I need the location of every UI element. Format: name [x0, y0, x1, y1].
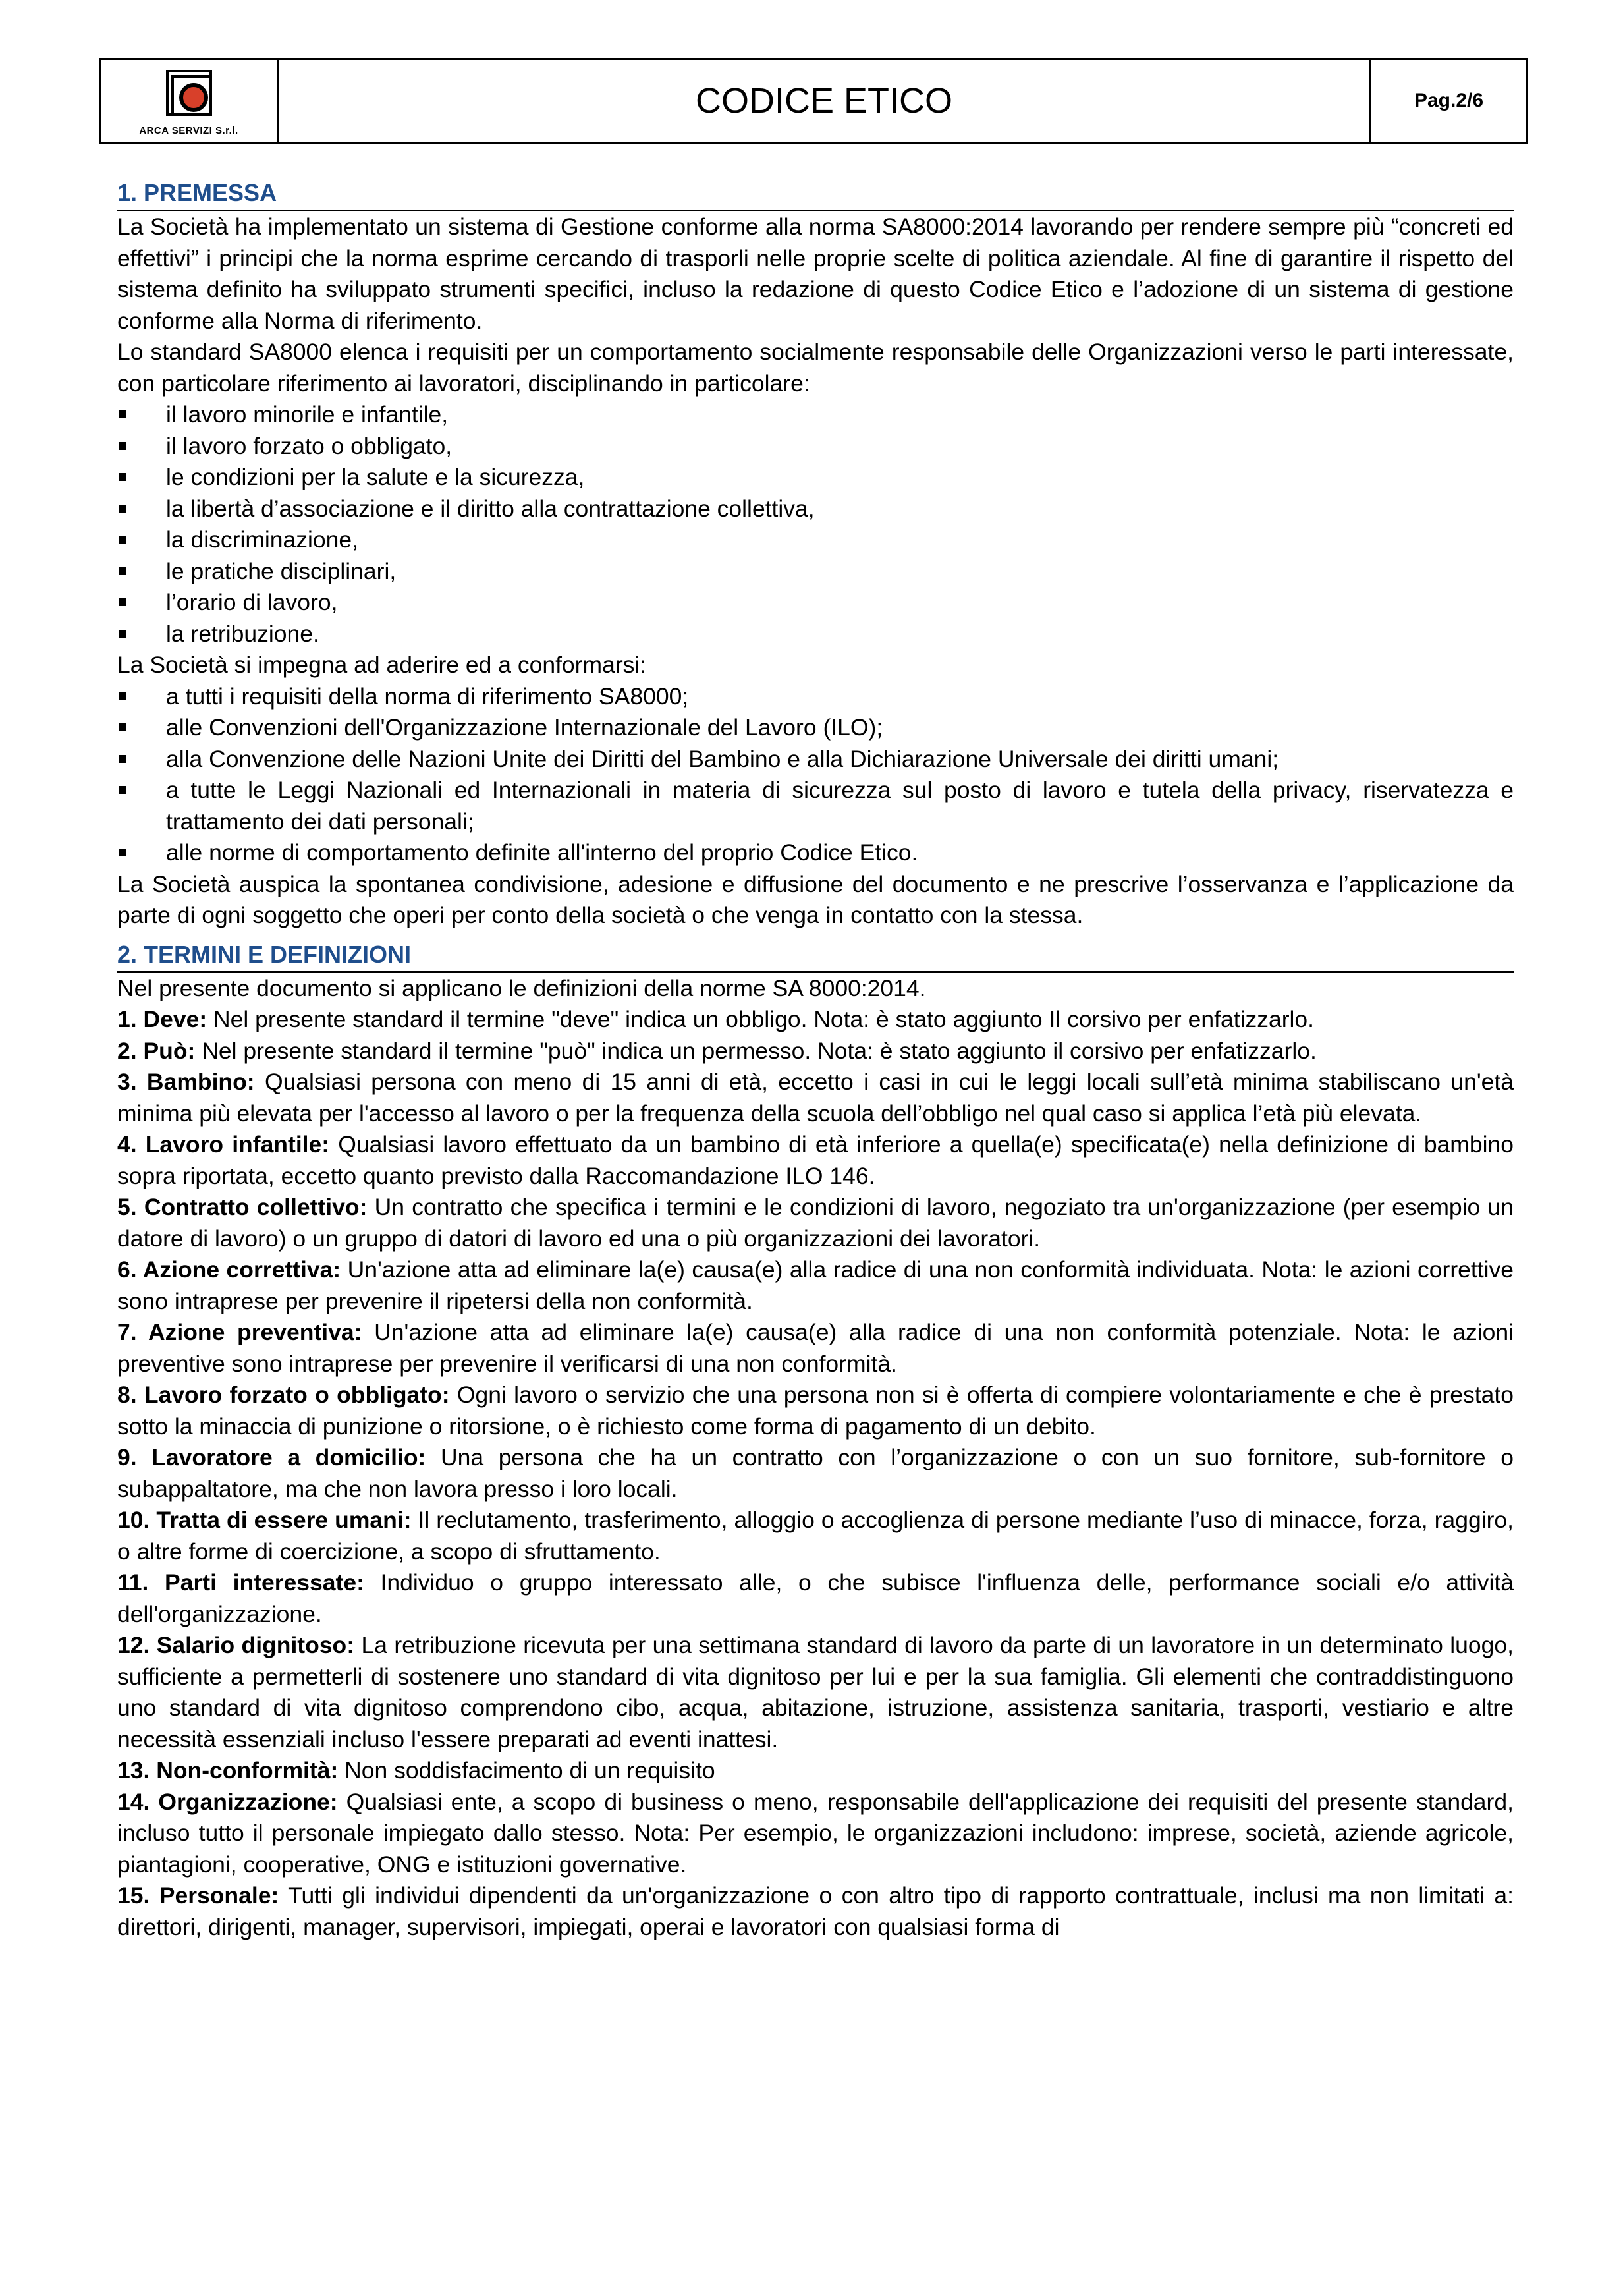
definition	[117, 1567, 1514, 1630]
company-logo-cell	[101, 60, 279, 142]
definition	[117, 1254, 1514, 1317]
section-heading: 2. TERMINI E DEFINIZIONI	[117, 938, 1514, 973]
definition	[117, 1067, 1514, 1129]
bullet-list	[117, 399, 1514, 650]
document-title: CODICE ETICO	[279, 60, 1371, 142]
definition-text: Un'azione atta ad eliminare la(e) causa(e) alla radice di una non conformità individuata. Nota: le azioni correttive sono intraprese per prevenire il ripetersi della non conformità.	[117, 1256, 1514, 1314]
definition-text: La retribuzione ricevuta per una settimana standard di lavoro da parte di un lavoratore in un determinato luogo, sufficiente a permetterli di sostenere uno standard di vita dignitoso per lui e per la sua famiglia. Gli elementi che contraddistinguono uno standard di vita dignitoso comprendono cibo, acqua, abitazione, istruzione, assistenza sanitaria, trasporti, vestiario e altre necessità essenziali incluso l'essere preparati ad eventi inattesi.	[117, 1632, 1514, 1752]
definition-term: 14. Organizzazione:	[117, 1788, 338, 1815]
definition	[117, 1036, 1514, 1067]
document-body	[117, 177, 1514, 1943]
list-item: a tutte le Leggi Nazionali ed Internazionali in materia di sicurezza sul posto di lavoro e tutela della privacy, riservatezza e trattamento dei dati personali;	[117, 775, 1514, 837]
definition-term: 1. Deve:	[117, 1006, 207, 1032]
definition-term: 6. Azione correttiva:	[117, 1256, 341, 1283]
definition-text: Un contratto che specifica i termini e le condizioni di lavoro, negoziato tra un'organizzazione (per esempio un datore di lavoro) o un gruppo di datori di lavoro ed una o più organizzazioni dei lavoratori.	[117, 1194, 1514, 1252]
definition-text: Una persona che ha un contratto con l’organizzazione o con un suo fornitore, sub-fornitore o subappaltatore, ma che non lavora presso i loro locali.	[117, 1444, 1514, 1502]
list-item: le condizioni per la salute e la sicurezza,	[117, 462, 1514, 493]
company-logo-icon	[166, 70, 212, 121]
definition-term: 8. Lavoro forzato o obbligato:	[117, 1382, 450, 1408]
definition	[117, 1880, 1514, 1943]
definition-text: Un'azione atta ad eliminare la(e) causa(e) alla radice di una non conformità potenziale. Nota: le azioni preventive sono intraprese per prevenire il verificarsi di una non conformità.	[117, 1319, 1514, 1377]
paragraph: La Società auspica la spontanea condivisione, adesione e diffusione del documento e ne prescrive l’osservanza e l’applicazione da parte di ogni soggetto che operi per conto della società o che venga in contatto con la stessa.	[117, 870, 1514, 928]
definition-text: Individuo o gruppo interessato alle, o che subisce l'influenza delle, performance sociali e/o attività dell'organizzazione.	[117, 1569, 1514, 1627]
definition	[117, 1004, 1514, 1036]
definition	[117, 1442, 1514, 1505]
definition-text: Non soddisfacimento di un requisito	[338, 1757, 715, 1783]
list-item: il lavoro forzato o obbligato,	[117, 431, 1514, 462]
definition-term: 2. Può:	[117, 1037, 196, 1064]
list-item: l’orario di lavoro,	[117, 587, 1514, 619]
paragraph: Lo standard SA8000 elenca i requisiti per un comportamento socialmente responsabile delle Organizzazioni verso le parti interessate, con particolare riferimento ai lavoratori, disciplinando in particolare:	[117, 339, 1514, 397]
list-item: la libertà d’associazione e il diritto alla contrattazione collettiva,	[117, 493, 1514, 525]
list-item: la discriminazione,	[117, 524, 1514, 556]
paragraph: Nel presente documento si applicano le definizioni della norme SA 8000:2014.	[117, 974, 926, 1001]
definition	[117, 1630, 1514, 1755]
definition-text: Ogni lavoro o servizio che una persona non si è offerta di compiere volontariamente e che è prestato sotto la minaccia di punizione o ritorsione, o è richiesto come forma di pagamento di un debito.	[117, 1382, 1514, 1440]
definition-term: 7. Azione preventiva:	[117, 1319, 362, 1345]
definition-term: 5. Contratto collettivo:	[117, 1194, 368, 1220]
definition-term: 12. Salario dignitoso:	[117, 1632, 355, 1658]
definition	[117, 1755, 1514, 1787]
list-item: il lavoro minorile e infantile,	[117, 399, 1514, 431]
definition-text: Tutti gli individui dipendenti da un'organizzazione o con altro tipo di rapporto contrattuale, inclusi ma non limitati a: direttori, dirigenti, manager, supervisori, impiegati, operai e lavoratori con qualsiasi forma di	[117, 1882, 1514, 1940]
document-header	[99, 58, 1528, 144]
definition	[117, 1380, 1514, 1442]
definition	[117, 1787, 1514, 1881]
definition-term: 3. Bambino:	[117, 1069, 255, 1095]
definition-text: Il reclutamento, trasferimento, alloggio o accoglienza di persone mediante l’uso di minacce, forza, raggiro, o altre forme di coercizione, a scopo di sfruttamento.	[117, 1507, 1514, 1565]
list-item: alle norme di comportamento definite all'interno del proprio Codice Etico.	[117, 837, 1514, 869]
page-number: Pag.2/6	[1414, 90, 1484, 111]
definition-term: 11. Parti interessate:	[117, 1569, 364, 1596]
list-item: la retribuzione.	[117, 619, 1514, 650]
definition-term: 10. Tratta di essere umani:	[117, 1507, 412, 1533]
definition-text: Nel presente standard il termine "deve" indica un obbligo. Nota: è stato aggiunto Il corsivo per enfatizzarlo.	[207, 1006, 1315, 1032]
company-name: ARCA SERVIZI S.r.l.	[139, 125, 238, 136]
paragraph: La Società ha implementato un sistema di Gestione conforme alla norma SA8000:2014 lavorando per rendere sempre più “concreti ed effettivi” i principi che la norma esprime cercando di trasporli nelle proprie scelte di politica aziendale. Al fine di garantire il rispetto del sistema definito ha sviluppato strumenti specifici, incluso la redazione di questo Codice Etico e l’adozione di un sistema di gestione conforme alla Norma di riferimento.	[117, 213, 1514, 334]
section-heading: 1. PREMESSA	[117, 177, 1514, 211]
definition-term: 4. Lavoro infantile:	[117, 1131, 330, 1158]
definition-term: 13. Non-conformità:	[117, 1757, 339, 1783]
paragraph: La Società si impegna ad aderire ed a conformarsi:	[117, 652, 647, 678]
definition-text: Qualsiasi lavoro effettuato da un bambino di età inferiore a quella(e) specificata(e) nella definizione di bambino sopra riportata, eccetto quanto previsto dalla Raccomandazione ILO 146.	[117, 1131, 1514, 1189]
definition	[117, 1129, 1514, 1192]
list-item: alle Convenzioni dell'Organizzazione Internazionale del Lavoro (ILO);	[117, 712, 1514, 744]
definition-term: 9. Lavoratore a domicilio:	[117, 1444, 426, 1470]
list-item: a tutti i requisiti della norma di riferimento SA8000;	[117, 681, 1514, 713]
definition	[117, 1317, 1514, 1380]
list-item: alla Convenzione delle Nazioni Unite dei Diritti del Bambino e alla Dichiarazione Universale dei diritti umani;	[117, 744, 1514, 775]
definition	[117, 1192, 1514, 1254]
list-item: le pratiche disciplinari,	[117, 556, 1514, 588]
definition-term: 15. Personale:	[117, 1882, 279, 1909]
bullet-list	[117, 681, 1514, 869]
definition-text: Nel presente standard il termine "può" indica un permesso. Nota: è stato aggiunto il corsivo per enfatizzarlo.	[195, 1037, 1317, 1064]
definition	[117, 1505, 1514, 1567]
definition-text: Qualsiasi persona con meno di 15 anni di età, eccetto i casi in cui le leggi locali sull’età minima stabiliscano un'età minima più elevata per l'accesso al lavoro o per la frequenza della scuola dell’obbligo nel qual caso si applica l’età più elevata.	[117, 1069, 1514, 1127]
definition-text: Qualsiasi ente, a scopo di business o meno, responsabile dell'applicazione dei requisiti del presente standard, incluso tutto il personale impiegato dallo stesso. Nota: Per esempio, le organizzazioni includono: imprese, società, aziende agricole, piantagioni, cooperative, ONG e istituzioni governative.	[117, 1788, 1514, 1878]
